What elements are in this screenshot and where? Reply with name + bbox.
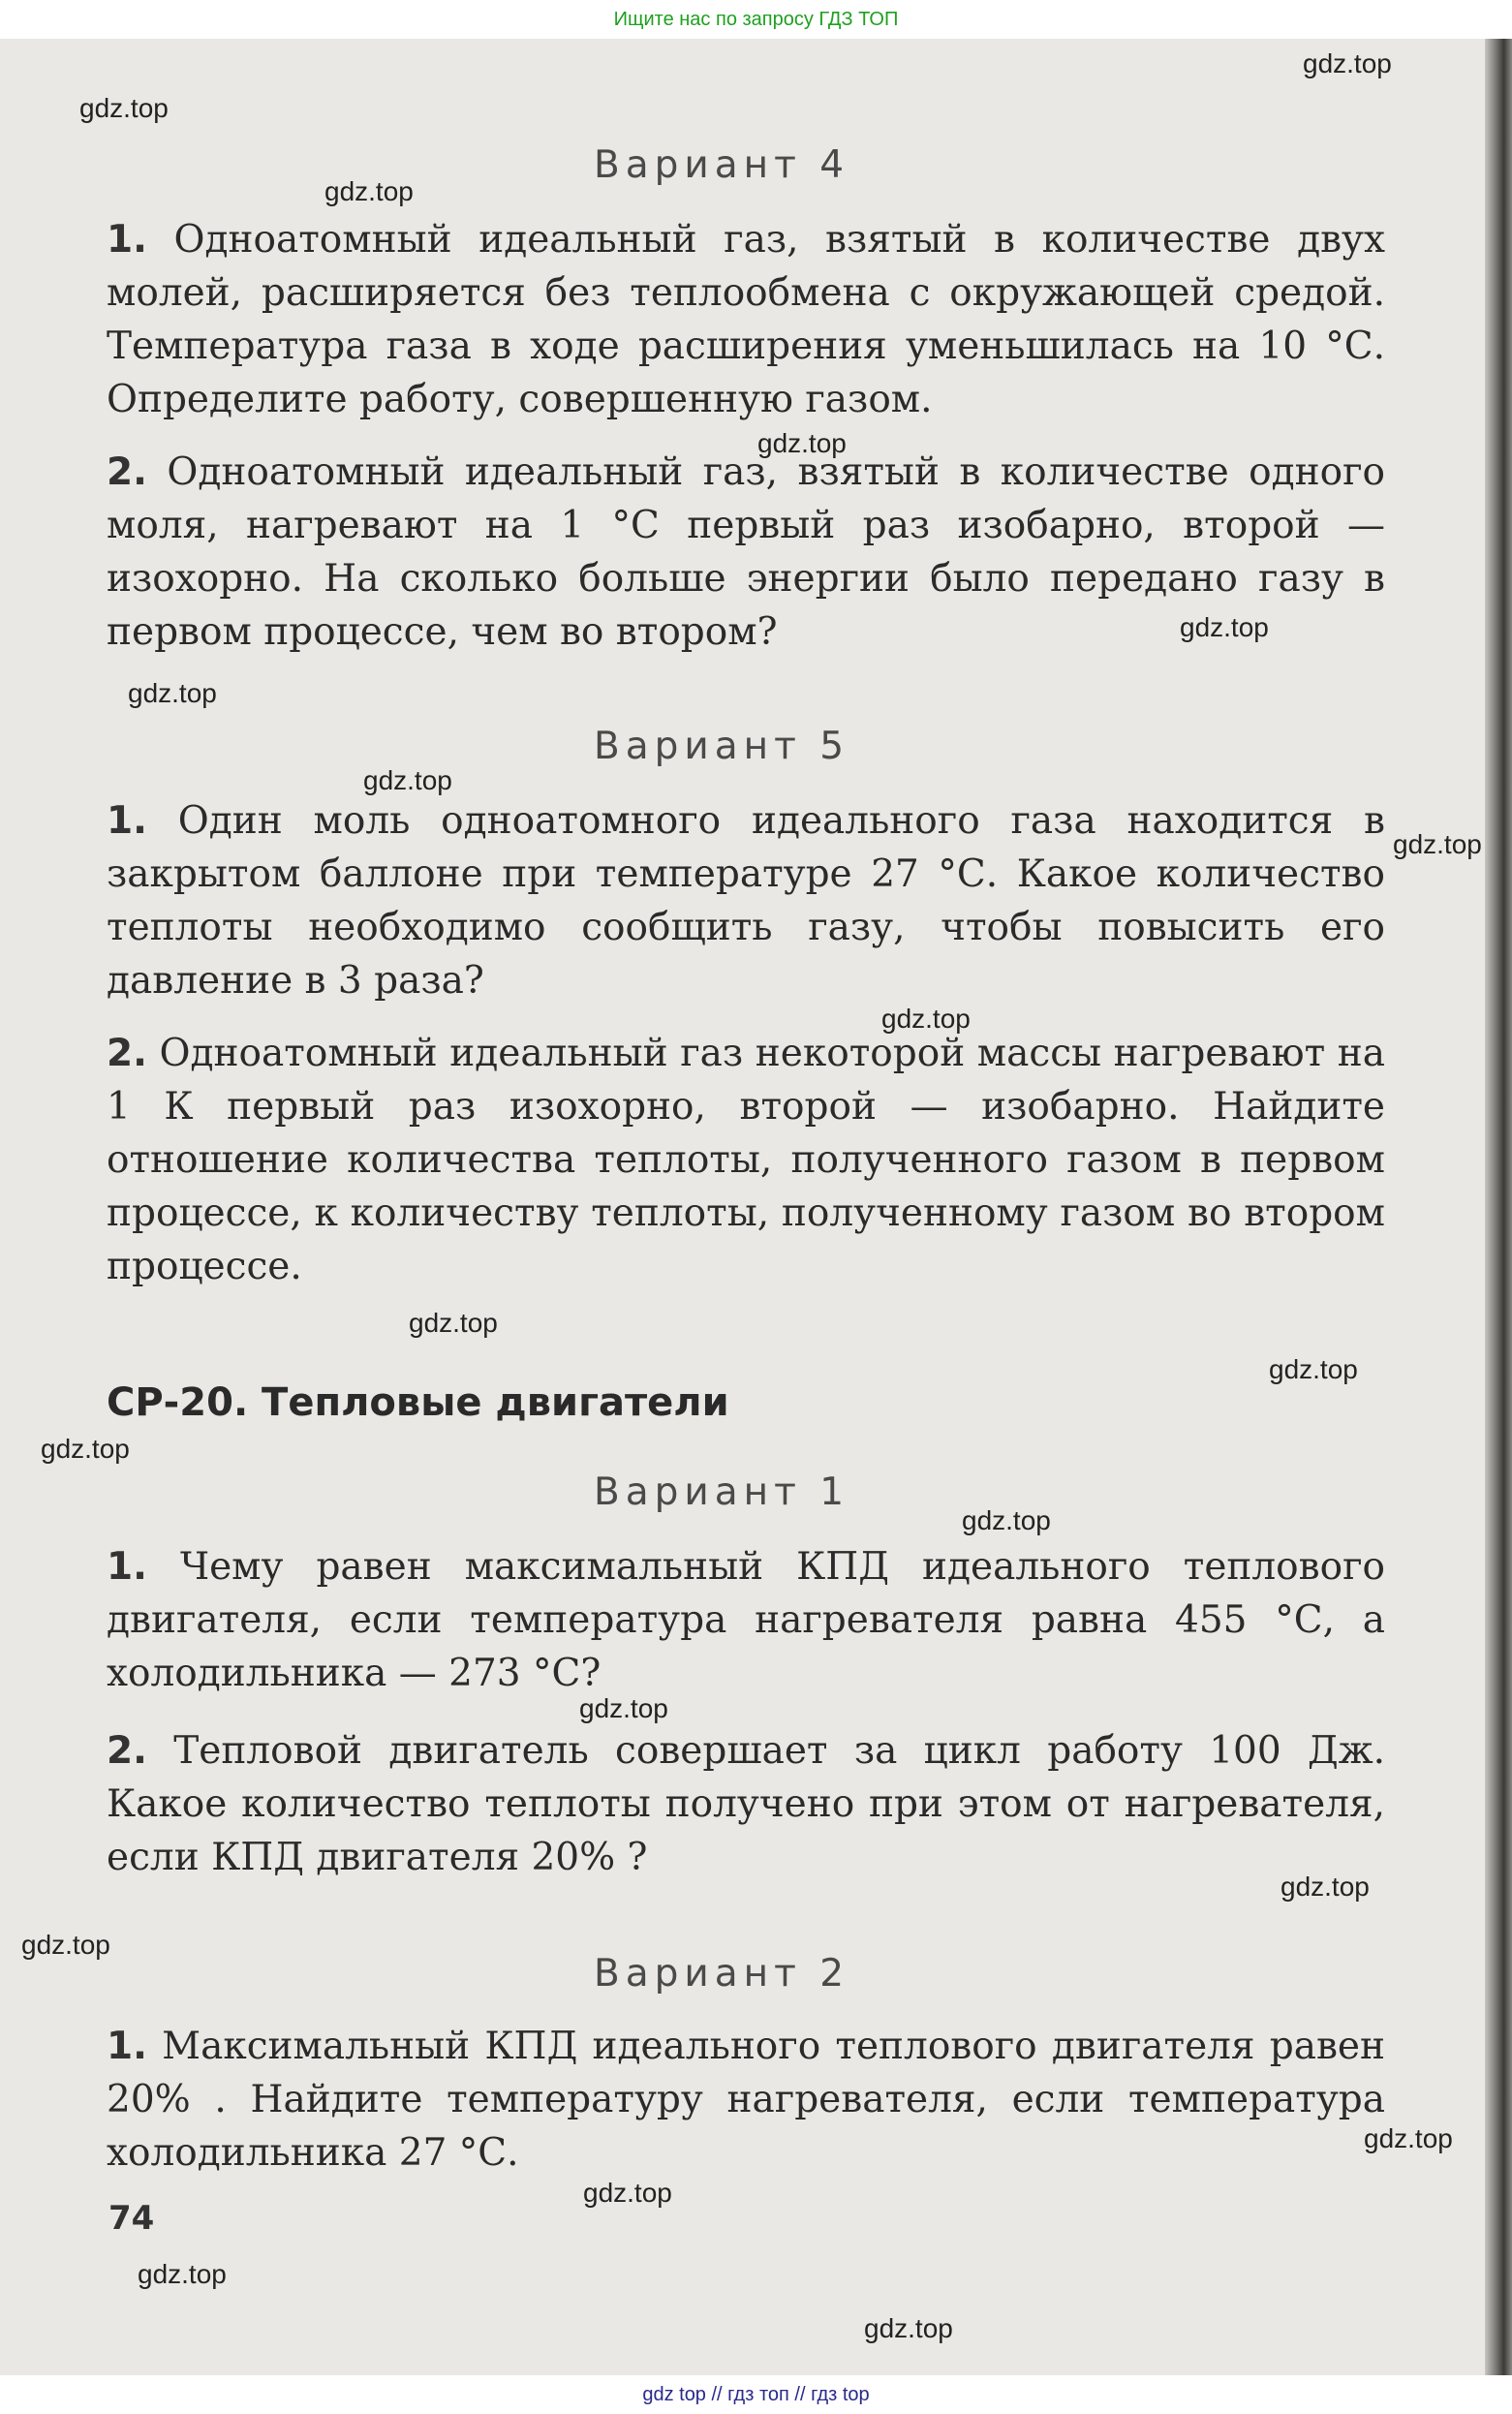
- variant-1-task-1: [107, 1540, 1385, 1700]
- variant-5-task-2: [107, 1027, 1385, 1293]
- task-number: 2.: [107, 1032, 147, 1075]
- task-number: 1.: [107, 2025, 147, 2068]
- task-number: 1.: [107, 1545, 147, 1589]
- task-number: 1.: [107, 799, 147, 843]
- watermark: gdz.top: [583, 2178, 672, 2208]
- task-text: Максимальный КПД идеального теплового двигателя равен 20% . Найдите температуру нагревателя, если температура холодильника 27 °С.: [107, 2025, 1385, 2175]
- watermark: gdz.top: [1393, 829, 1482, 859]
- task-text: Один моль одноатомного идеального газа находится в закрытом баллоне при температуре 27 °С. Какое количество теплоты необходимо сообщить газу, чтобы повысить его давление в 3 раза?: [107, 799, 1385, 1003]
- watermark: gdz.top: [864, 2313, 953, 2343]
- task-number: 2.: [107, 450, 147, 494]
- watermark: gdz.top: [757, 428, 847, 458]
- page-number: 74: [108, 2199, 155, 2238]
- textbook-page: [0, 39, 1512, 2375]
- watermark: gdz.top: [363, 765, 452, 795]
- watermark: gdz.top: [21, 1930, 110, 1960]
- variant-4-task-1: [107, 213, 1385, 426]
- watermark: gdz.top: [41, 1434, 130, 1464]
- watermark: gdz.top: [1269, 1354, 1358, 1384]
- watermark: gdz.top: [881, 1004, 971, 1034]
- variant-5-heading: Вариант 5: [593, 725, 850, 768]
- task-text: Одноатомный идеальный газ некоторой массы нагревают на 1 К первый раз изохорно, второй — изобарно. Найдите отношение количества теплоты, полученного газом в первом процессе, к количеству теплоты, полученному газом во втором процессе.: [107, 1032, 1385, 1288]
- top-banner[interactable]: Ищите нас по запросу ГДЗ ТОП: [0, 0, 1512, 39]
- page-binding-edge: [1485, 39, 1512, 2375]
- watermark: gdz.top: [324, 176, 414, 206]
- watermark: gdz.top: [1281, 1872, 1370, 1902]
- task-text: Чему равен максимальный КПД идеального теплового двигателя, если температура нагревателя равна 455 °С, а холодильника — 273 °С?: [107, 1545, 1385, 1695]
- section-title: СР-20. Тепловые двигатели: [107, 1380, 729, 1425]
- variant-2-task-1: [107, 2020, 1385, 2180]
- watermark: gdz.top: [409, 1308, 498, 1338]
- task-text: Тепловой двигатель совершает за цикл работу 100 Дж. Какое количество теплоты получено при этом от нагревателя, если КПД двигателя 20% ?: [107, 1729, 1385, 1879]
- watermark: gdz.top: [579, 1693, 668, 1723]
- watermark: gdz.top: [138, 2259, 227, 2289]
- watermark: gdz.top: [1180, 612, 1269, 642]
- bottom-banner[interactable]: gdz top // гдз топ // гдз top: [0, 2375, 1512, 2414]
- watermark: gdz.top: [962, 1505, 1051, 1535]
- variant-1-task-2: [107, 1724, 1385, 1884]
- watermark: gdz.top: [128, 678, 217, 708]
- task-text: Одноатомный идеальный газ, взятый в количестве двух молей, расширяется без теплообмена с окружающей средой. Температура газа в ходе расширения уменьшилась на 10 °С. Определите работу, совершенную газом.: [107, 218, 1385, 421]
- variant-5-task-1: [107, 794, 1385, 1007]
- variant-1-heading: Вариант 1: [593, 1470, 850, 1514]
- watermark: gdz.top: [1364, 2123, 1453, 2153]
- watermark: gdz.top: [1303, 48, 1392, 78]
- task-number: 2.: [107, 1729, 147, 1773]
- watermark: gdz.top: [79, 93, 169, 123]
- task-number: 1.: [107, 218, 147, 262]
- variant-2-heading: Вариант 2: [593, 1952, 850, 1996]
- task-text: Одноатомный идеальный газ, взятый в количестве одного моля, нагревают на 1 °С первый раз изобарно, второй — изохорно. На сколько больше энергии было передано газу в первом процессе, чем во втором?: [107, 450, 1385, 654]
- variant-4-heading: Вариант 4: [593, 143, 850, 187]
